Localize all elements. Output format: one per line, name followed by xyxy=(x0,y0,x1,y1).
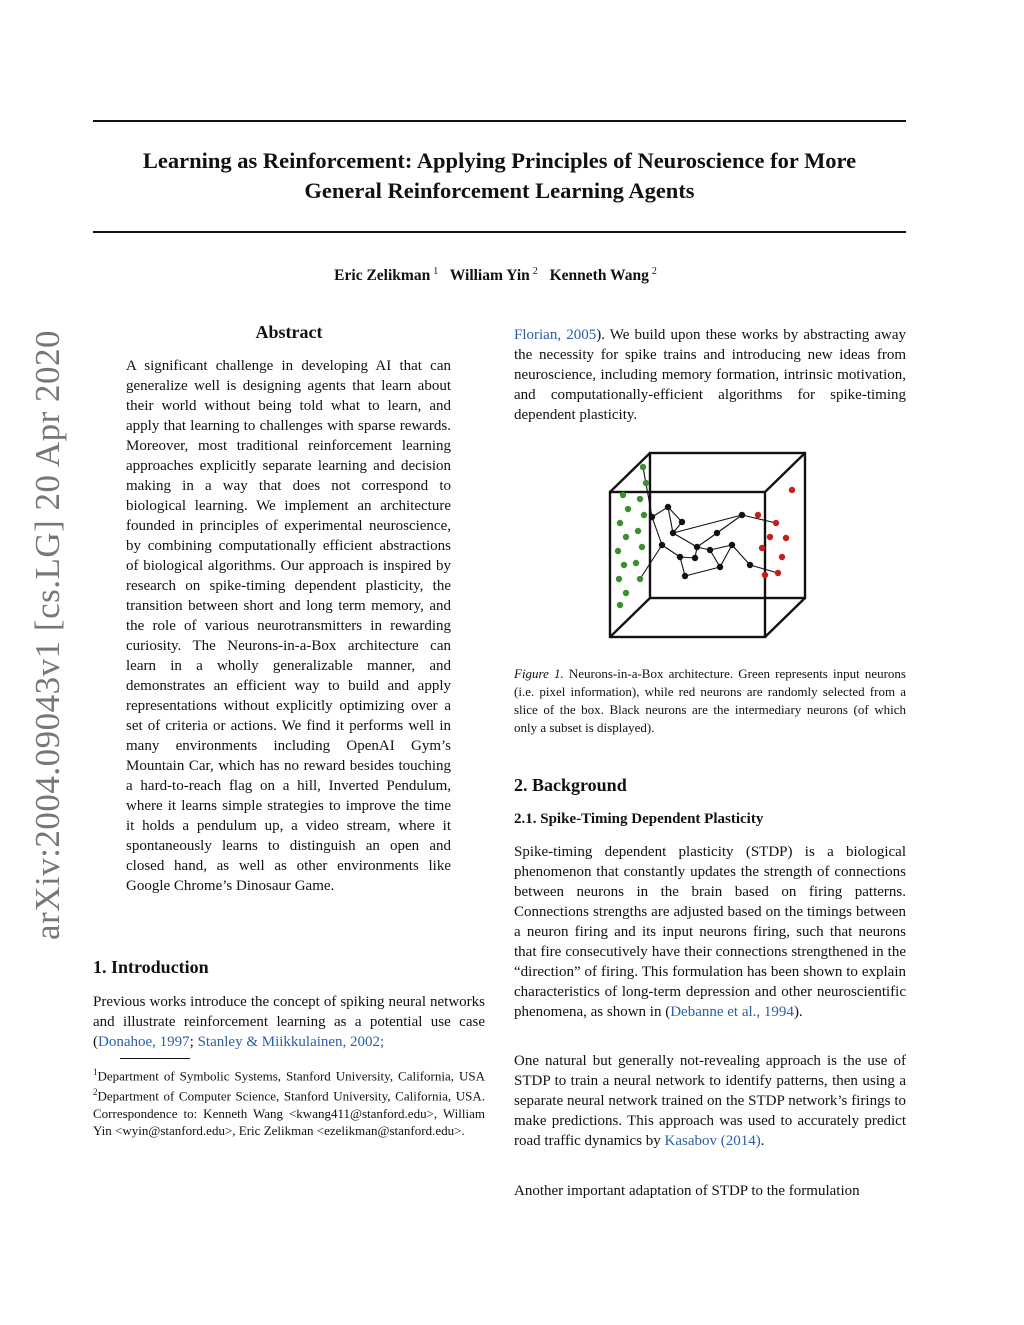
title-rule-bottom xyxy=(93,231,906,233)
input-neuron xyxy=(615,548,621,554)
input-neuron xyxy=(635,528,641,534)
hidden-neuron xyxy=(739,512,745,518)
neuron-connection xyxy=(662,545,680,557)
paragraph-text: . xyxy=(760,1133,765,1149)
intro-continued-paragraph xyxy=(514,325,906,425)
output-neuron xyxy=(767,534,773,540)
neuron-connection xyxy=(652,517,662,545)
footnote-text: Department of Symbolic Systems, Stanford University, California, USA xyxy=(97,1068,485,1084)
hidden-neuron xyxy=(694,544,700,550)
paper-title xyxy=(93,146,906,206)
output-neuron xyxy=(789,487,795,493)
abstract-heading: Abstract xyxy=(255,322,323,342)
hidden-neuron xyxy=(682,573,688,579)
stdp-paragraph xyxy=(514,842,906,1022)
input-neuron xyxy=(616,576,622,582)
input-neuron xyxy=(620,492,626,498)
author-name: William Yin xyxy=(449,267,530,285)
title-line-1: Learning as Reinforcement: Applying Principles of Neuroscience for More xyxy=(142,148,857,173)
hidden-neuron xyxy=(670,530,676,536)
stdp-approach-paragraph xyxy=(514,1051,906,1151)
citation-link[interactable]: Donahoe, 1997 xyxy=(98,1034,190,1050)
neuron-connection xyxy=(697,533,717,547)
neuron-connection xyxy=(673,533,697,547)
output-neuron xyxy=(775,570,781,576)
footnote-marker: 1 xyxy=(93,1067,98,1077)
citation-separator: ; xyxy=(189,1034,198,1050)
hidden-neuron xyxy=(665,504,671,510)
author-affiliation: 2 xyxy=(532,266,538,277)
title-rule-top xyxy=(93,120,906,122)
input-neuron xyxy=(640,464,646,470)
citation-link[interactable]: Debanne et al., 1994 xyxy=(670,1004,794,1020)
intro-continued-text: ). We build upon these works by abstracting away the necessity for spike trains and introducing new ideas from neuroscience, including memory formation, intrinsic motivation, and computationally-efficient algorithms for spike-timing dependent plasticity. xyxy=(514,327,906,423)
affiliation-footnote xyxy=(93,1064,485,1139)
output-neuron xyxy=(759,545,765,551)
box-edge xyxy=(765,453,805,492)
citation-link[interactable]: Florian, 2005 xyxy=(514,327,597,343)
neuron-connection xyxy=(710,545,732,550)
hidden-neuron xyxy=(747,562,753,568)
citation-link[interactable]: Stanley & Miikkulainen, 2002; xyxy=(197,1034,385,1050)
background-heading: 2. Background xyxy=(514,775,627,795)
figure-caption-text: Neurons-in-a-Box architecture. Green represents input neurons (i.e. pixel information), while red neurons are randomly selected from a slice of the box. Black neurons are the intermediary neurons (of which only a subset is displayed). xyxy=(514,666,906,735)
neuron-connection xyxy=(685,567,720,576)
title-line-2: General Reinforcement Learning Agents xyxy=(304,178,695,203)
author-name: Eric Zelikman xyxy=(334,267,431,285)
hidden-neuron xyxy=(659,542,665,548)
neuron-connection xyxy=(732,545,750,565)
paragraph-text: ). xyxy=(793,1004,803,1020)
input-neuron xyxy=(617,520,623,526)
input-neuron xyxy=(643,480,649,486)
input-neuron xyxy=(617,602,623,608)
hidden-neuron xyxy=(729,542,735,548)
hidden-neuron xyxy=(717,564,723,570)
input-neuron xyxy=(623,534,629,540)
input-neuron xyxy=(623,590,629,596)
hidden-neuron xyxy=(649,514,655,520)
author-affiliation: 1 xyxy=(433,266,439,277)
output-neuron xyxy=(762,572,768,578)
figure-label: Figure 1. xyxy=(514,666,564,681)
hidden-neuron xyxy=(692,555,698,561)
neuron-connection xyxy=(720,545,732,567)
hidden-neuron xyxy=(677,554,683,560)
box-wireframe xyxy=(610,453,805,637)
input-neuron xyxy=(637,576,643,582)
author-list xyxy=(93,266,906,285)
citation-year-link[interactable]: (2014) xyxy=(720,1133,761,1149)
intro-paragraph xyxy=(93,992,485,1052)
box-edge xyxy=(765,598,805,637)
output-neuron xyxy=(755,512,761,518)
hidden-neuron xyxy=(714,530,720,536)
output-neuron xyxy=(779,554,785,560)
neurons-in-a-box-figure xyxy=(600,445,815,645)
neuron-connections xyxy=(640,467,778,579)
citation-link[interactable]: Kasabov xyxy=(664,1133,718,1149)
input-neuron xyxy=(639,544,645,550)
stdp-subheading: 2.1. Spike-Timing Dependent Plasticity xyxy=(514,811,764,827)
intro-heading: 1. Introduction xyxy=(93,957,209,977)
intro-text-start: Previous works introduce the concept of spiking neural networks and illustrate reinforcement learning as a potential use case ( xyxy=(93,994,485,1050)
input-neuron xyxy=(633,560,639,566)
stdp-adaptation-paragraph: Another important adaptation of STDP to the formulation xyxy=(514,1183,860,1199)
abstract-text: A significant challenge in developing AI that can generalize well is designing agents that learn about their world without being told what to learn, and apply that learning to challenges with sparse rewards. Moreover, most traditional reinforcement learning approaches explicitly separate learning and decision making in a way that does not correspond to biological learning. We implement an architecture founded in principles of experimental neuroscience, by combining computationally efficient abstractions of biological algorithms. Our approach is inspired by research on spike-timing dependent plasticity, the transition between short and long term memory, and the role of various neurotransmitters in rewarding curiosity. The Neurons-in-a-Box architecture can learn in a wholly generalizable manner, and demonstrates an efficient way to build and apply representations without explicitly optimizing over a set of criteria or actions. We find it performs well in many environments including OpenAI Gym’s Mountain Car, which has no reward besides touching a hard-to-reach flag on a hill, Inverted Pendulum, where it learns simple strategies to improve the time it holds a pendulum up, a video stream, where it spontaneously learns to distinguish an open and closed hand, as well as other environments like Google Chrome’s Dinosaur Game. xyxy=(126,358,451,894)
paragraph-text: One natural but generally not-revealing approach is the use of STDP to train a neural network to identify patterns, then using a separate neural network trained on the STDP network’s firings to make predictions. This approach was used to accurately predict road traffic dynamics by xyxy=(514,1053,906,1149)
arxiv-sidebar-stamp: arXiv:2004.09043v1 [cs.LG] 20 Apr 2020 xyxy=(28,329,67,940)
figure-caption xyxy=(514,665,906,737)
output-neuron xyxy=(783,535,789,541)
footnote-marker: 2 xyxy=(93,1087,98,1098)
author-affiliation: 2 xyxy=(651,266,657,277)
footnote-rule xyxy=(120,1058,190,1059)
input-neuron xyxy=(625,506,631,512)
input-neuron xyxy=(621,562,627,568)
hidden-neuron xyxy=(679,519,685,525)
footnote-text: Department of Computer Science, Stanford University, California, USA. Correspondence to: Kenneth Wang <kwang411@stanford.edu>, William Yin <wyin@stanford.edu>, Eric Zelikman <ezelikman@stanford.edu>. xyxy=(93,1088,485,1138)
hidden-neuron xyxy=(707,547,713,553)
author-name: Kenneth Wang xyxy=(549,267,649,285)
input-neuron xyxy=(637,496,643,502)
paragraph-text: Spike-timing dependent plasticity (STDP) is a biological phenomenon that constantly updates the strength of connections between neurons in the brain based on firing patterns. Connections strengths are adjusted based on the timings between a neuron firing and its input neurons firing, such that neurons that fire consecutively have their connections strengthened in the “direction” of firing. This formulation has been shown to explain characteristics of long-term depression and other neuroscientific phenomena, as shown in ( xyxy=(514,844,906,1020)
neuron-nodes xyxy=(615,464,795,608)
output-neuron xyxy=(773,520,779,526)
input-neuron xyxy=(641,512,647,518)
box-edge xyxy=(610,598,650,637)
